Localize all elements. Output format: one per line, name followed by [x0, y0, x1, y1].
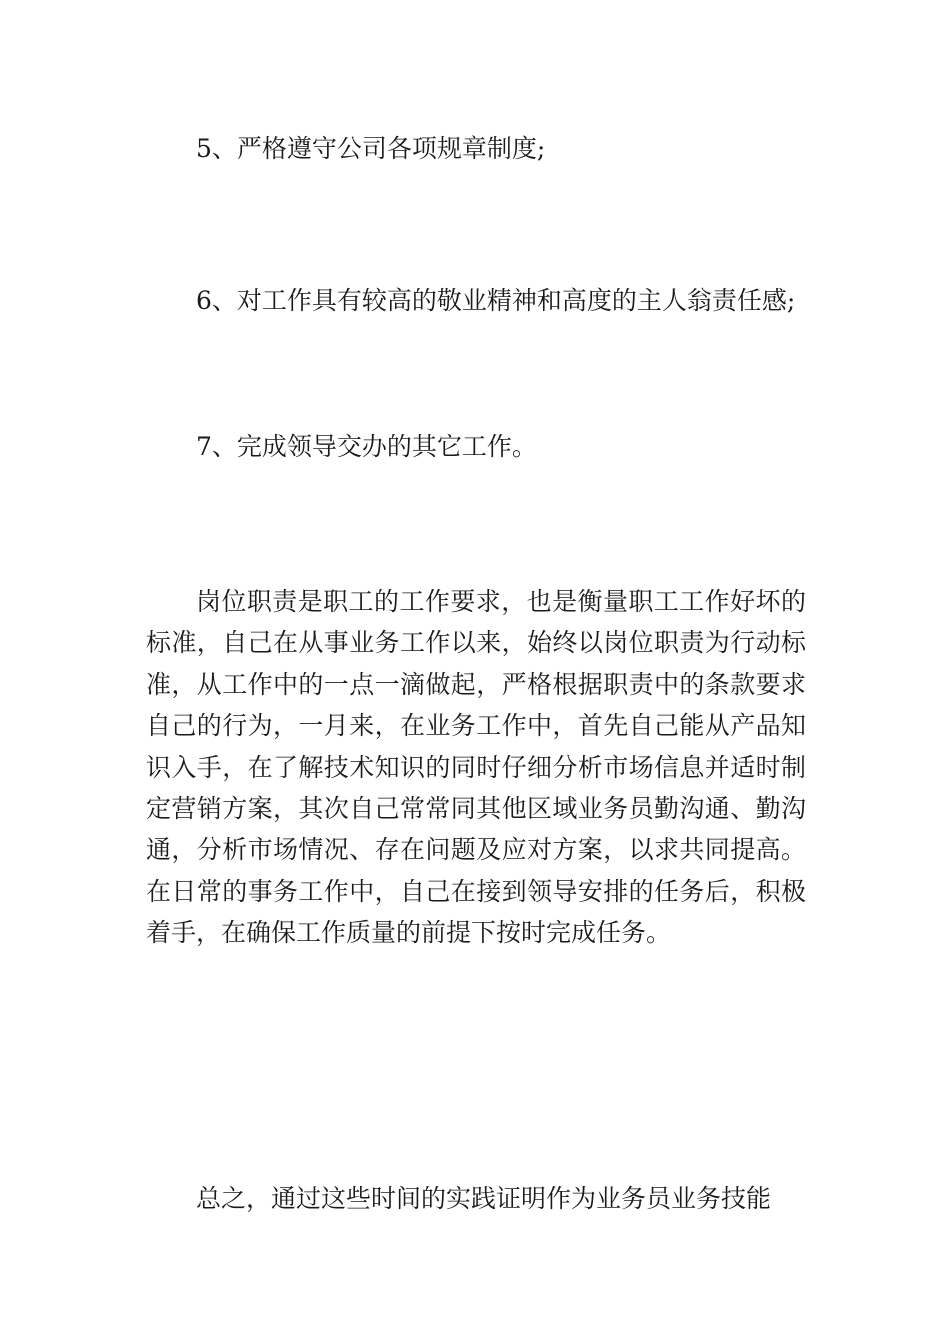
list-item-7: 7、完成领导交办的其它工作。 [196, 432, 537, 461]
paragraph-summary: 总之，通过这些时间的实践证明作为业务员业务技能 [196, 1184, 772, 1213]
paragraph-job-duties: 岗位职责是职工的工作要求，也是衡量职工工作好坏的标准，自己在从事业务工作以来，始终以岗位职责为行动标准，从工作中的一点一滴做起，严格根据职责中的条款要求自己的行为，一月来，在业务工作中，首先自己能从产品知识入手，在了解技术知识的同时仔细分析市场信息并适时制定营销方案，其次自己常常同其他区域业务员勤沟通、勤沟通，分析市场情况、存在问题及应对方案，以求共同提高。在日常的事务工作中，自己在接到领导安排的任务后，积极着手，在确保工作质量的前提下按时完成任务。 [146, 587, 806, 948]
list-item-6: 6、对工作具有较高的敬业精神和高度的主人翁责任感; [196, 286, 796, 315]
list-item-5: 5、严格遵守公司各项规章制度; [196, 134, 546, 163]
